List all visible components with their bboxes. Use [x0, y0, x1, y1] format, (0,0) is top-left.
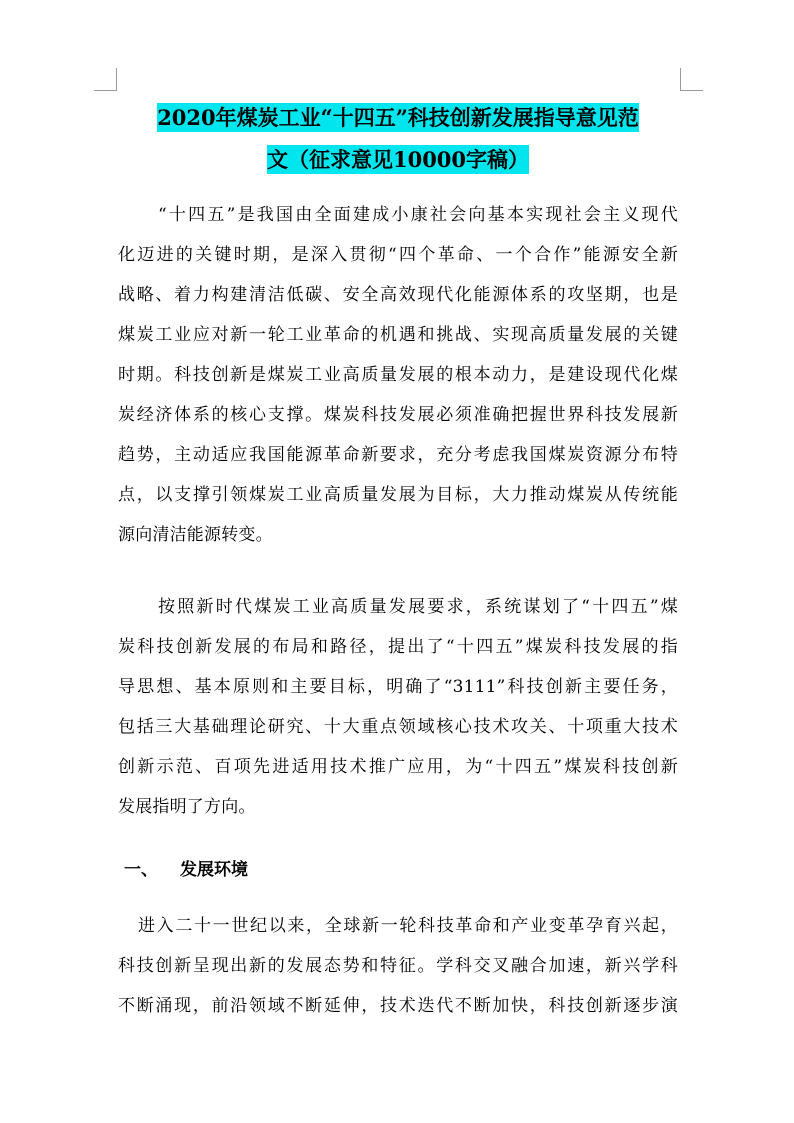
section-number: 一、 — [124, 860, 158, 880]
paragraph-3-line: 不断涌现，前沿领域不断延伸，技术迭代不断加快，科技创新逐步演 — [118, 996, 678, 1016]
paragraph-1-line: 炭经济体系的核心支撑。煤炭科技发展必须准确把握世界科技发展新 — [118, 405, 678, 425]
document-title-line-1 — [118, 98, 678, 138]
title-highlight-2: 文（征求意见10000字稿） — [266, 147, 530, 172]
paragraph-1-line: 化迈进的关键时期，是深入贯彻“四个革命、一个合作”能源安全新 — [118, 245, 678, 265]
paragraph-1-line: 趋势，主动适应我国能源革命新要求，充分考虑我国煤炭资源分布特 — [118, 445, 678, 465]
paragraph-2-line: 导思想、基本原则和主要目标，明确了“3111”科技创新主要任务， — [118, 677, 678, 697]
document-title-line-2 — [118, 140, 678, 180]
paragraph-2-line: 炭科技创新发展的布局和路径，提出了“十四五”煤炭科技发展的指 — [118, 637, 678, 657]
paragraph-1-line: 煤炭工业应对新一轮工业革命的机遇和挑战、实现高质量发展的关键 — [118, 325, 678, 345]
paragraph-2-line: 创新示范、百项先进适用技术推广应用，为“十四五”煤炭科技创新 — [118, 757, 678, 777]
crop-mark-top-left — [94, 68, 117, 91]
paragraph-1-line: 源向清洁能源转变。 — [118, 525, 273, 545]
crop-mark-top-right — [680, 68, 703, 91]
paragraph-1-line: “十四五”是我国由全面建成小康社会向基本实现社会主义现代 — [158, 205, 678, 225]
paragraph-2-line: 按照新时代煤炭工业高质量发展要求，系统谋划了“十四五”煤 — [158, 597, 678, 617]
title-highlight-1: 2020年煤炭工业“十四五”科技创新发展指导意见范 — [157, 105, 639, 130]
paragraph-1-line: 点，以支撑引领煤炭工业高质量发展为目标，大力推动煤炭从传统能 — [118, 485, 678, 505]
paragraph-2-line: 发展指明了方向。 — [118, 797, 256, 817]
paragraph-3-line: 进入二十一世纪以来，全球新一轮科技革命和产业变革孕育兴起， — [138, 916, 678, 936]
section-title: 发展环境 — [180, 860, 248, 880]
section-heading — [124, 858, 248, 882]
paragraph-3-line: 科技创新呈现出新的发展态势和特征。学科交叉融合加速，新兴学科 — [118, 956, 678, 976]
paragraph-1-line: 时期。科技创新是煤炭工业高质量发展的根本动力，是建设现代化煤 — [118, 365, 678, 385]
paragraph-1-line: 战略、着力构建清洁低碳、安全高效现代化能源体系的攻坚期，也是 — [118, 285, 678, 305]
paragraph-2-line: 包括三大基础理论研究、十大重点领域核心技术攻关、十项重大技术 — [118, 717, 678, 737]
